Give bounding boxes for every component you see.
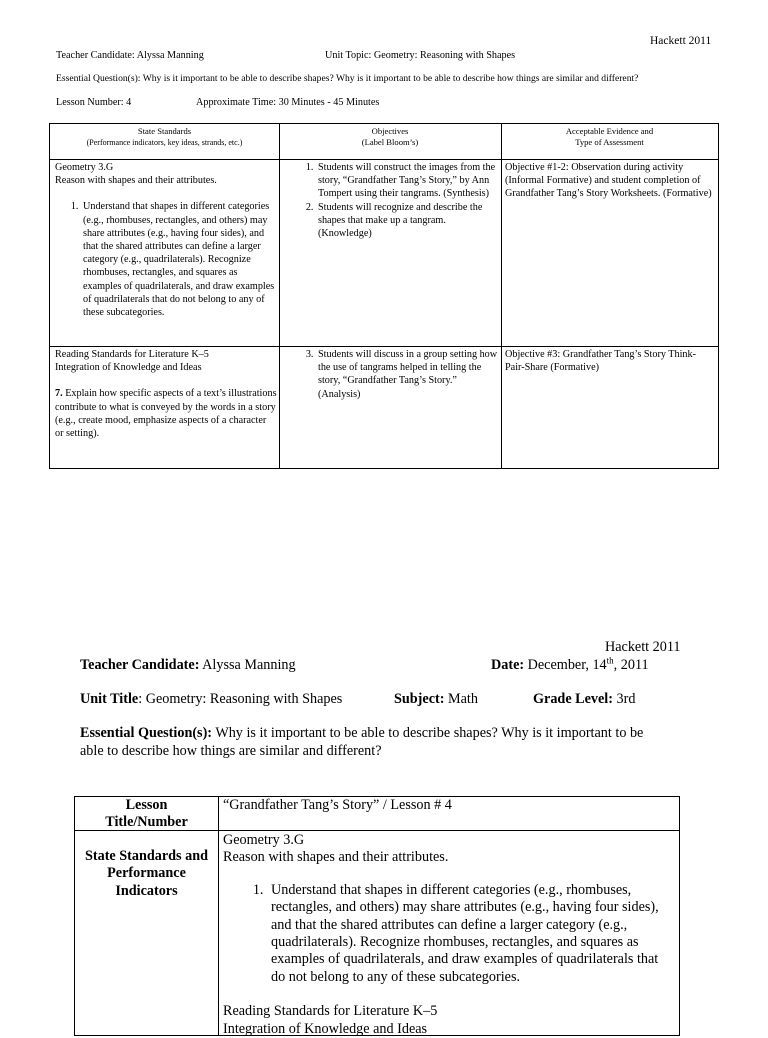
row2-objectives bbox=[280, 348, 498, 401]
standard-item: 1. Understand that shapes in different categories (e.g., rhombuses, rectangles, and others) may share attributes (e.g., having four sides), and that the shared attributes can define a larger category (e.g., quadrilaterals). Recognize rhombuses, rectangles, and squares as examples of quadrilaterals, and draw examples of quadrilaterals that do not belong to any of these subcategories. bbox=[81, 200, 277, 319]
lesson-title-label: Lesson Title/Number bbox=[105, 797, 188, 831]
state-standards-label: State Standards and Performance Indicators bbox=[85, 848, 208, 899]
lesson-number: Lesson Number: 4 bbox=[56, 97, 132, 108]
essential-question: Essential Question(s): Why is it important to be able to describe shapes? Why is it important to be able to describe how things are similar and different? bbox=[56, 73, 639, 84]
objective-3: 3. Students will discuss in a group setting how the use of tangrams helped in telling the story, “Grandfather Tang’s Story.” (Analysis) bbox=[316, 348, 498, 401]
essential-question-line1: Essential Question(s): Why is it important to be able to describe shapes? Why is it important to be bbox=[80, 725, 644, 741]
row2-evidence: Objective #3: Grandfather Tang’s Story Think-Pair-Share (Formative) bbox=[505, 349, 697, 374]
lesson-table bbox=[74, 796, 680, 1036]
standards-table bbox=[49, 123, 719, 469]
row1-evidence: Objective #1-2: Observation during activity (Informal Formative) and student completion of Grandfather Tang’s Story Worksheets. (Formative) bbox=[505, 162, 712, 200]
grade-level-line: Grade Level: 3rd bbox=[533, 691, 636, 707]
teacher-candidate-line: Teacher Candidate: Alyssa Manning bbox=[80, 657, 296, 673]
unit-topic: Unit Topic: Geometry: Reasoning with Shapes bbox=[325, 50, 516, 61]
state-standards-value: Geometry 3.G Reason with shapes and their attributes. 1. Understand that shapes in different categories (e.g., rhombuses, rectangles, and others) may share attributes (e.g., having four sides), and that the shared attributes can define a larger category (e.g., quadrilaterals). Recognize rhombuses, rectangles, and squares as examples of quadrilaterals, and draw examples of quadrilaterals that do not belong to any of these subcategories. Reading Standards for Literature K–5 Integration of Knowledge and Ideas bbox=[223, 832, 663, 1038]
hackett-label: Hackett 2011 bbox=[605, 639, 681, 655]
date-line: Date: December, 14th, 2011 bbox=[491, 655, 649, 673]
objective-1: 1. Students will construct the images from the story, “Grandfather Tang’s Story,” by Ann Tompert using their tangrams. (Synthesis) bbox=[316, 161, 498, 201]
header-state-standards: State Standards (Performance indicators, key ideas, strands, etc.) bbox=[86, 126, 243, 147]
approximate-time: Approximate Time: 30 Minutes - 45 Minutes bbox=[196, 97, 380, 108]
row1-standard: Geometry 3.G Reason with shapes and their attributes. 1. Understand that shapes in different categories (e.g., rhombuses, rectangles, and others) may share attributes (e.g., having four sides), and that the shared attributes can define a larger category (e.g., quadrilaterals). Recognize rhombuses, rectangles, and squares as examples of quadrilaterals, and draw examples of quadrilaterals that do not belong to any of these subcategories. bbox=[55, 161, 277, 319]
subject-line: Subject: Math bbox=[394, 691, 478, 707]
teacher-candidate: Teacher Candidate: Alyssa Manning bbox=[56, 50, 204, 61]
standard-item: 1. Understand that shapes in different categories (e.g., rhombuses, rectangles, and others) may share attributes (e.g., having four sides), and that the shared attributes can define a larger category (e.g., quadrilaterals). Recognize rhombuses, rectangles, and squares as examples of quadrilaterals, and draw examples of quadrilaterals that do not belong to any of these subcategories. bbox=[267, 882, 663, 986]
essential-question-line2: able to describe how things are similar and different? bbox=[80, 743, 382, 759]
hackett-label: Hackett 2011 bbox=[650, 35, 712, 47]
row2-standard: Reading Standards for Literature K–5 Integration of Knowledge and Ideas 7. Explain how specific aspects of a text’s illustrations contribute to what is conveyed by the words in a story (e.g., create mood, emphasize aspects of a character or setting). bbox=[55, 349, 277, 440]
lesson-title-value: “Grandfather Tang’s Story” / Lesson # 4 bbox=[223, 797, 452, 813]
header-objectives: Objectives (Label Bloom’s) bbox=[361, 126, 419, 147]
row1-objectives bbox=[280, 161, 498, 240]
unit-title-line: Unit Title: Geometry: Reasoning with Shapes bbox=[80, 691, 343, 707]
objective-2: 2. Students will recognize and describe the shapes that make up a tangram. (Knowledge) bbox=[316, 201, 498, 241]
header-evidence: Acceptable Evidence and Type of Assessment bbox=[565, 126, 654, 147]
